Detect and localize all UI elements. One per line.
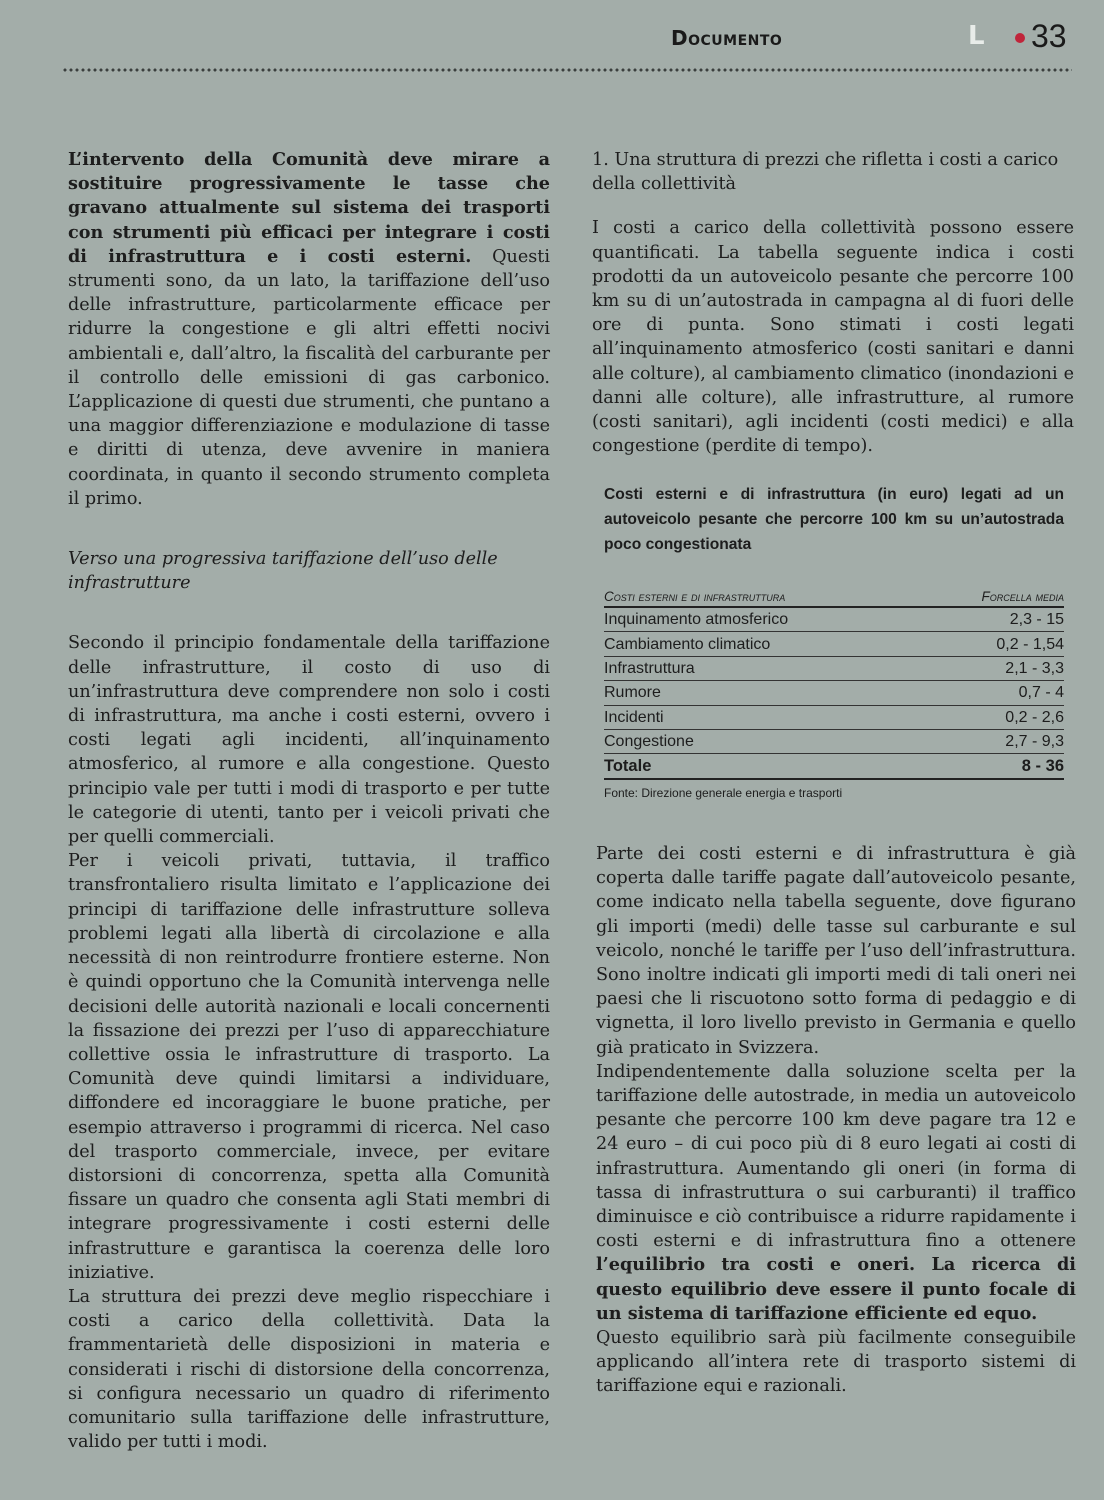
row-value: 2,1 - 3,3	[922, 656, 1064, 680]
right-para-2: Parte dei costi esterni e di infrastruttura è già coperta dalle tariffe pagate dall’autoveicolo pesante, come indicato nella tabella seguente, dove figurano gli importi (medi) delle tasse sul carburante e sul veicolo, nonché le tariffe per l’uso dell’infrastruttura. Sono inoltre indicati gli importi medi di tali oneri nei paesi che li riscuotono sotto forma di pedaggio e di vignetta, il loro livello previsto in Germania e quello già praticato in Svizzera.	[596, 844, 1076, 1058]
row-value: 2,7 - 9,3	[922, 729, 1064, 753]
row-label: Incidenti	[604, 705, 922, 729]
cost-table-block	[604, 482, 1064, 800]
row-value: 2,3 - 15	[922, 607, 1064, 632]
table-title: Costi esterni e di infrastruttura (in euro) legati ad un autoveicolo pesante che percorre 100 km su un’autostrada poco congestionata	[604, 486, 1064, 553]
row-label: Cambiamento climatico	[604, 632, 922, 656]
row-label: Infrastruttura	[604, 656, 922, 680]
table-col-header-2: Forcella media	[922, 589, 1064, 607]
intro-paragraph	[68, 148, 550, 511]
right-heading: 1. Una struttura di prezzi che rifletta i costi a carico della collettività	[592, 150, 1059, 195]
table-row	[604, 705, 1064, 729]
table-total-row	[604, 754, 1064, 779]
subheading: Verso una progressiva tariffazione dell’uso delle infrastrutture	[68, 549, 498, 594]
row-label: Inquinamento atmosferico	[604, 607, 922, 632]
section-label: Documento	[671, 26, 783, 50]
right-para-3-normal: Indipendentemente dalla soluzione scelta per la tariffazione delle autostrade, in media un autoveicolo pesante che percorre 100 km deve pagare tra 12 e 24 euro – di cui poco più di 8 euro legati ai costi di infrastruttura. Aumentando gli oneri (in forma di tassa di infrastruttura o sui carburanti) il traffico diminuisce e ciò contribuisce a ridurre rapidamente i costi esterni e di infrastruttura fino a ottenere	[596, 1061, 1076, 1252]
right-para-3	[596, 1060, 1076, 1326]
right-column	[592, 148, 1074, 458]
page-header	[0, 0, 1104, 80]
row-value: 0,7 - 4	[922, 681, 1064, 705]
total-label: Totale	[604, 754, 922, 779]
page-number: 33	[1031, 18, 1067, 54]
table-row	[604, 632, 1064, 656]
bullet-dot	[1015, 33, 1025, 43]
dotted-rule	[62, 68, 1072, 72]
table-row	[604, 607, 1064, 632]
total-value: 8 - 36	[922, 754, 1064, 779]
left-para-1: Secondo il principio fondamentale della tariffazione delle infrastrutture, il costo di uso di un’infrastruttura deve comprendere non solo i costi di infrastruttura, ma anche i costi esterni, ovvero i costi legati agli incidenti, all’inquinamento atmosferico, al rumore e alla congestione. Questo principio vale per tutti i modi di trasporto e per tutte le categorie di utenti, tanto per i veicoli privati che per quelli commerciali.	[68, 633, 550, 848]
cost-table	[604, 589, 1064, 780]
table-header-row	[604, 589, 1064, 607]
intro-bold: L’intervento della Comunità deve mirare a sostituire progressivamente le tasse che gravano attualmente sul sistema dei trasporti con strumenti più efficaci per integrare i costi di infrastruttura e i costi esterni.	[68, 149, 550, 267]
right-para-1: I costi a carico della collettività possono essere quantificati. La tabella seguente indica i costi prodotti da un autoveicolo pesante che percorre 100 km su di un’autostrada in campagna al di fuori delle ore di punta. Sono stimati i costi legati all’inquinamento atmosferico (costi sanitari e danni alle colture), al cambiamento climatico (inondazioni e danni alle colture), alle infrastrutture, al rumore (costi sanitari), agli incidenti (costi medici) e alla congestione (perdite di tempo).	[592, 218, 1074, 457]
left-para-3: La struttura dei prezzi deve meglio rispecchiare i costi a carico della collettività. Data la frammentarietà delle disposizioni in materia e considerati i rischi di distorsione della concorrenza, si configura necessario un quadro di riferimento comunitario sulla tariffazione delle infrastrutture, valido per tutti i modi.	[68, 1286, 550, 1453]
right-para-3-bold: l’equilibrio tra costi e oneri. La ricerca di questo equilibrio deve essere il punto focale di un sistema di tariffazione efficiente ed equo.	[596, 1254, 1076, 1324]
table-row	[604, 729, 1064, 753]
row-label: Rumore	[604, 681, 922, 705]
table-row	[604, 656, 1064, 680]
table-source: Fonte: Direzione generale energia e trasporti	[604, 785, 843, 800]
right-para-4: Questo equilibrio sarà più facilmente conseguibile applicando all’intera rete di trasporto sistemi di tariffazione equi e razionali.	[596, 1328, 1076, 1397]
row-label: Congestione	[604, 729, 922, 753]
right-column-lower	[596, 842, 1076, 1399]
intro-rest: Questi strumenti sono, da un lato, la tariffazione dell’uso delle infrastrutture, particolarmente efficace per ridurre la congestione e gli altri effetti nocivi ambientali e, dall’altro, la fiscalità del carburante per il controllo delle emissioni di gas carbonico. L’applicazione di questi due strumenti, che puntano a una maggior differenziazione e modulazione di tasse e diritti di utenza, deve avvenire in maniera coordinata, in quanto il secondo strumento completa il primo.	[68, 246, 550, 509]
table-col-header-1: Costi esterni e di infrastruttura	[604, 589, 922, 607]
left-column	[68, 148, 550, 1454]
magazine-logo: L	[968, 21, 985, 51]
row-value: 0,2 - 2,6	[922, 705, 1064, 729]
row-value: 0,2 - 1,54	[922, 632, 1064, 656]
left-para-2: Per i veicoli privati, tuttavia, il traffico transfrontaliero risulta limitato e l’applicazione dei principi di tariffazione delle infrastrutture solleva problemi legati alla libertà di circolazione e alla necessità di non reintrodurre frontiere esterne. Non è quindi opportuno che la Comunità intervenga nelle decisioni delle autorità nazionali e locali concernenti la fissazione dei prezzi per l’uso di apparecchiature collettive ossia le infrastrutture di trasporto. La Comunità deve quindi limitarsi a individuare, diffondere ed incoraggiare le buone pratiche, per esempio attraverso i programmi di ricerca. Nel caso del trasporto commerciale, invece, per evitare distorsioni di concorrenza, spetta alla Comunità fissare un quadro che consenta agli Stati membri di integrare progressivamente i costi esterni delle infrastrutture e garantisca la coerenza delle loro iniziative.	[68, 851, 550, 1283]
table-row	[604, 681, 1064, 705]
